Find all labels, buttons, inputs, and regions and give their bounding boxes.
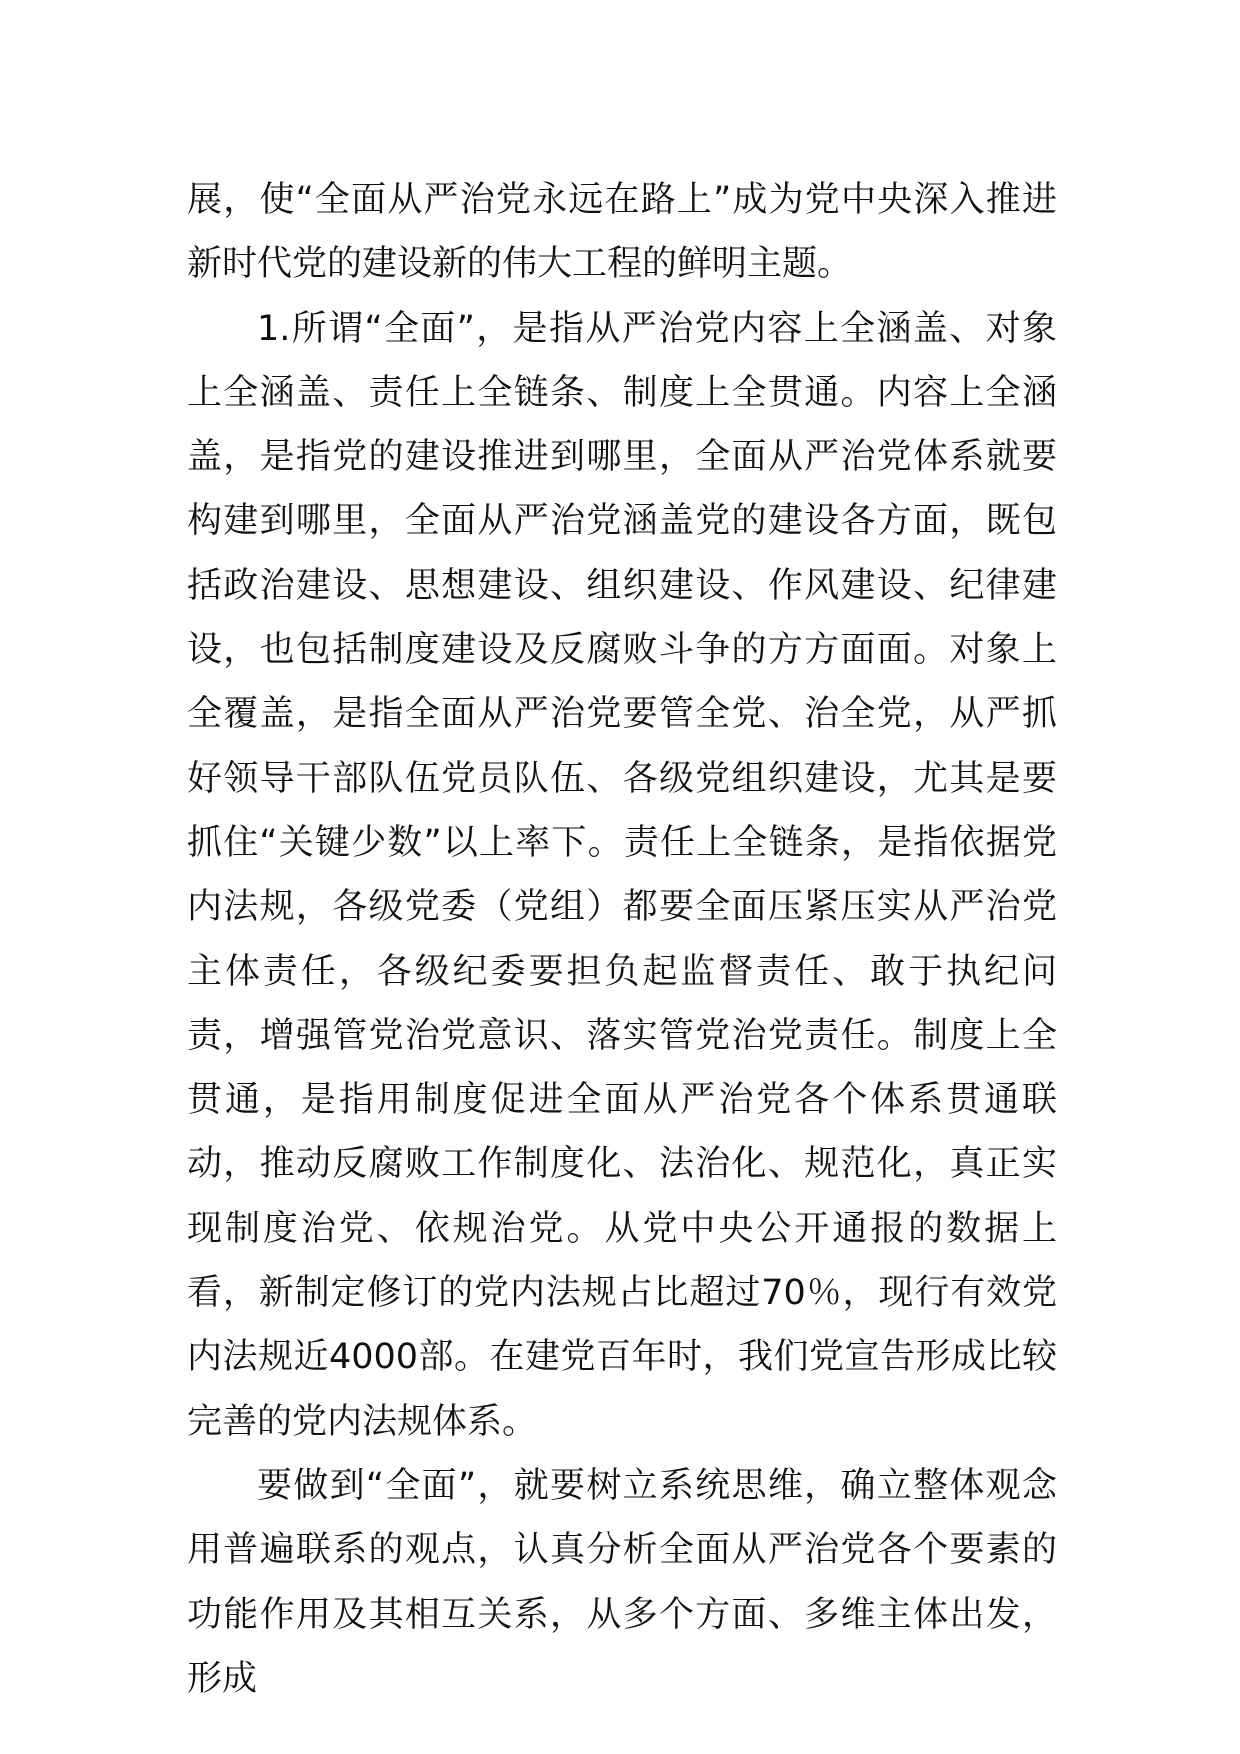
paragraph-continuation: 展，使“全面从严治党永远在路上”成为党中央深入推进新时代党的建设新的伟大工程的鲜明主题。: [187, 180, 1057, 285]
document-body: [187, 168, 1057, 1711]
paragraph-system-thinking: 要做到“全面”，就要树立系统思维，确立整体观念用普遍联系的观点，认真分析全面从严治党各个要素的功能作用及其相互关系，从多个方面、多维主体出发，形成: [187, 1465, 1057, 1699]
paragraph-comprehensive-definition: 1.所谓“全面”，是指从严治党内容上全涵盖、对象上全涵盖、责任上全链条、制度上全贯通。内容上全涵盖，是指党的建设推进到哪里，全面从严治党体系就要构建到哪里，全面从严治党涵盖党的建设各方面，既包括政治建设、思想建设、组织建设、作风建设、纪律建设，也包括制度建设及反腐败斗争的方方面面。对象上全覆盖，是指全面从严治党要管全党、治全党，从严抓好领导干部队伍党员队伍、各级党组织建设，尤其是要抓住“关键少数”以上率下。责任上全链条，是指依据党内法规，各级党委（党组）都要全面压紧压实从严治党主体责任，各级纪委要担负起监督责任、敢于执纪问责，增强管党治党意识、落实管党治党责任。制度上全贯通，是指用制度促进全面从严治党各个体系贯通联动，推动反腐败工作制度化、法治化、规范化，真正实现制度治党、依规治党。从党中央公开通报的数据上看，新制定修订的党内法规占比超过70％，现行有效党内法规近4000部。在建党百年时，我们党宣告形成比较完善的党内法规体系。: [187, 308, 1057, 1442]
